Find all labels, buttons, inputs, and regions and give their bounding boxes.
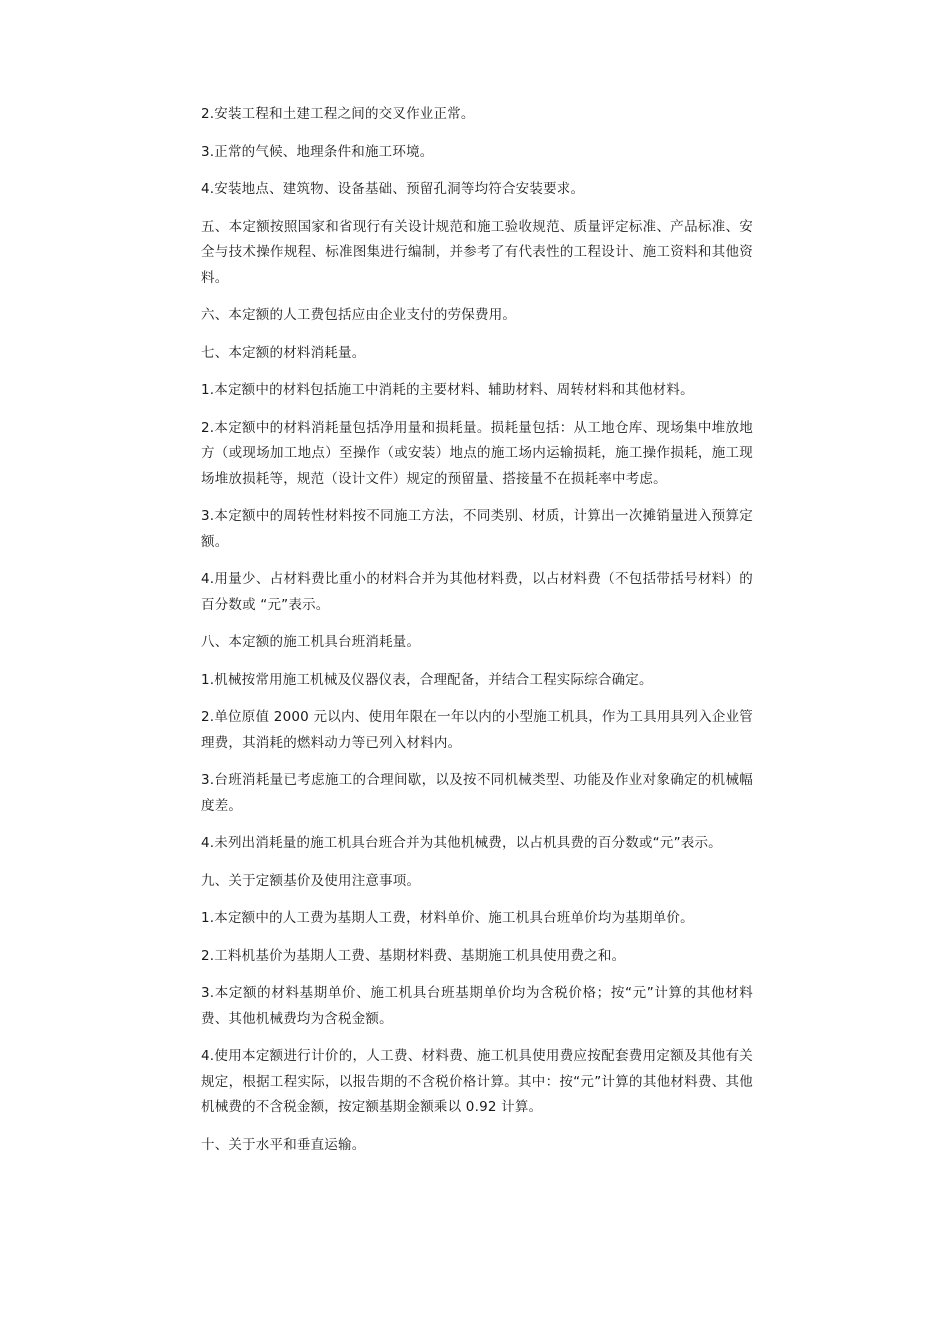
section-nine-item-3: 3.本定额的材料基期单价、施工机具台班基期单价均为含税价格；按“元”计算的其他材料费、其他机械费均为含税金额。 [201,985,753,1027]
section-nine-item-4: 4.使用本定额进行计价的，人工费、材料费、施工机具使用费应按配套费用定额及其他有关规定，根据工程实际，以报告期的不含税价格计算。其中：按“元”计算的其他材料费、其他机械费的不含税金额，按定额基期金额乘以 0.92 计算。 [201,1048,753,1115]
section-eight-item-2: 2.单位原值 2000 元以内、使用年限在一年以内的小型施工机具，作为工具用具列入企业管理费，其消耗的燃料动力等已列入材料内。 [201,709,753,751]
section-seven-item-2: 2.本定额中的材料消耗量包括净用量和损耗量。损耗量包括：从工地仓库、现场集中堆放地方（或现场加工地点）至操作（或安装）地点的施工场内运输损耗，施工操作损耗，施工现场堆放损耗等，规范（设计文件）规定的预留量、搭接量不在损耗率中考虑。 [201,419,753,487]
paragraph-item-4: 4.安装地点、建筑物、设备基础、预留孔洞等均符合安装要求。 [201,181,585,197]
paragraph-item-2: 2.安装工程和土建工程之间的交叉作业正常。 [201,106,475,122]
section-six-heading: 六、本定额的人工费包括应由企业支付的劳保费用。 [201,307,517,323]
section-eight-item-3: 3.台班消耗量已考虑施工的合理间歇，以及按不同机械类型、功能及作业对象确定的机械幅度差。 [201,772,753,814]
section-seven-item-1: 1.本定额中的材料包括施工中消耗的主要材料、辅助材料、周转材料和其他材料。 [201,382,694,398]
section-nine-item-2: 2.工料机基价为基期人工费、基期材料费、基期施工机具使用费之和。 [201,947,626,964]
section-eight-item-4: 4.未列出消耗量的施工机具台班合并为其他机械费，以占机具费的百分数或“元”表示。 [201,835,722,851]
document-page [201,102,753,1170]
section-seven-item-3: 3.本定额中的周转性材料按不同施工方法，不同类别、材质，计算出一次摊销量进入预算定额。 [201,508,753,550]
section-eight-item-1: 1.机械按常用施工机械及仪器仪表，合理配备，并结合工程实际综合确定。 [201,671,653,688]
section-eight-heading: 八、本定额的施工机具台班消耗量。 [201,634,421,650]
paragraph-item-3: 3.正常的气候、地理条件和施工环境。 [201,143,434,160]
section-nine-heading: 九、关于定额基价及使用注意事项。 [201,872,421,889]
section-seven-heading: 七、本定额的材料消耗量。 [201,344,366,361]
section-seven-item-4: 4.用量少、占材料费比重小的材料合并为其他材料费，以占材料费（不包括带括号材料）的百分数或 “元”表示。 [201,571,753,613]
section-ten-heading: 十、关于水平和垂直运输。 [201,1136,366,1153]
section-five-paragraph: 五、本定额按照国家和省现行有关设计规范和施工验收规范、质量评定标准、产品标准、安全与技术操作规程、标准图集进行编制，并参考了有代表性的工程设计、施工资料和其他资料。 [201,218,753,286]
section-nine-item-1: 1.本定额中的人工费为基期人工费，材料单价、施工机具台班单价均为基期单价。 [201,910,694,926]
